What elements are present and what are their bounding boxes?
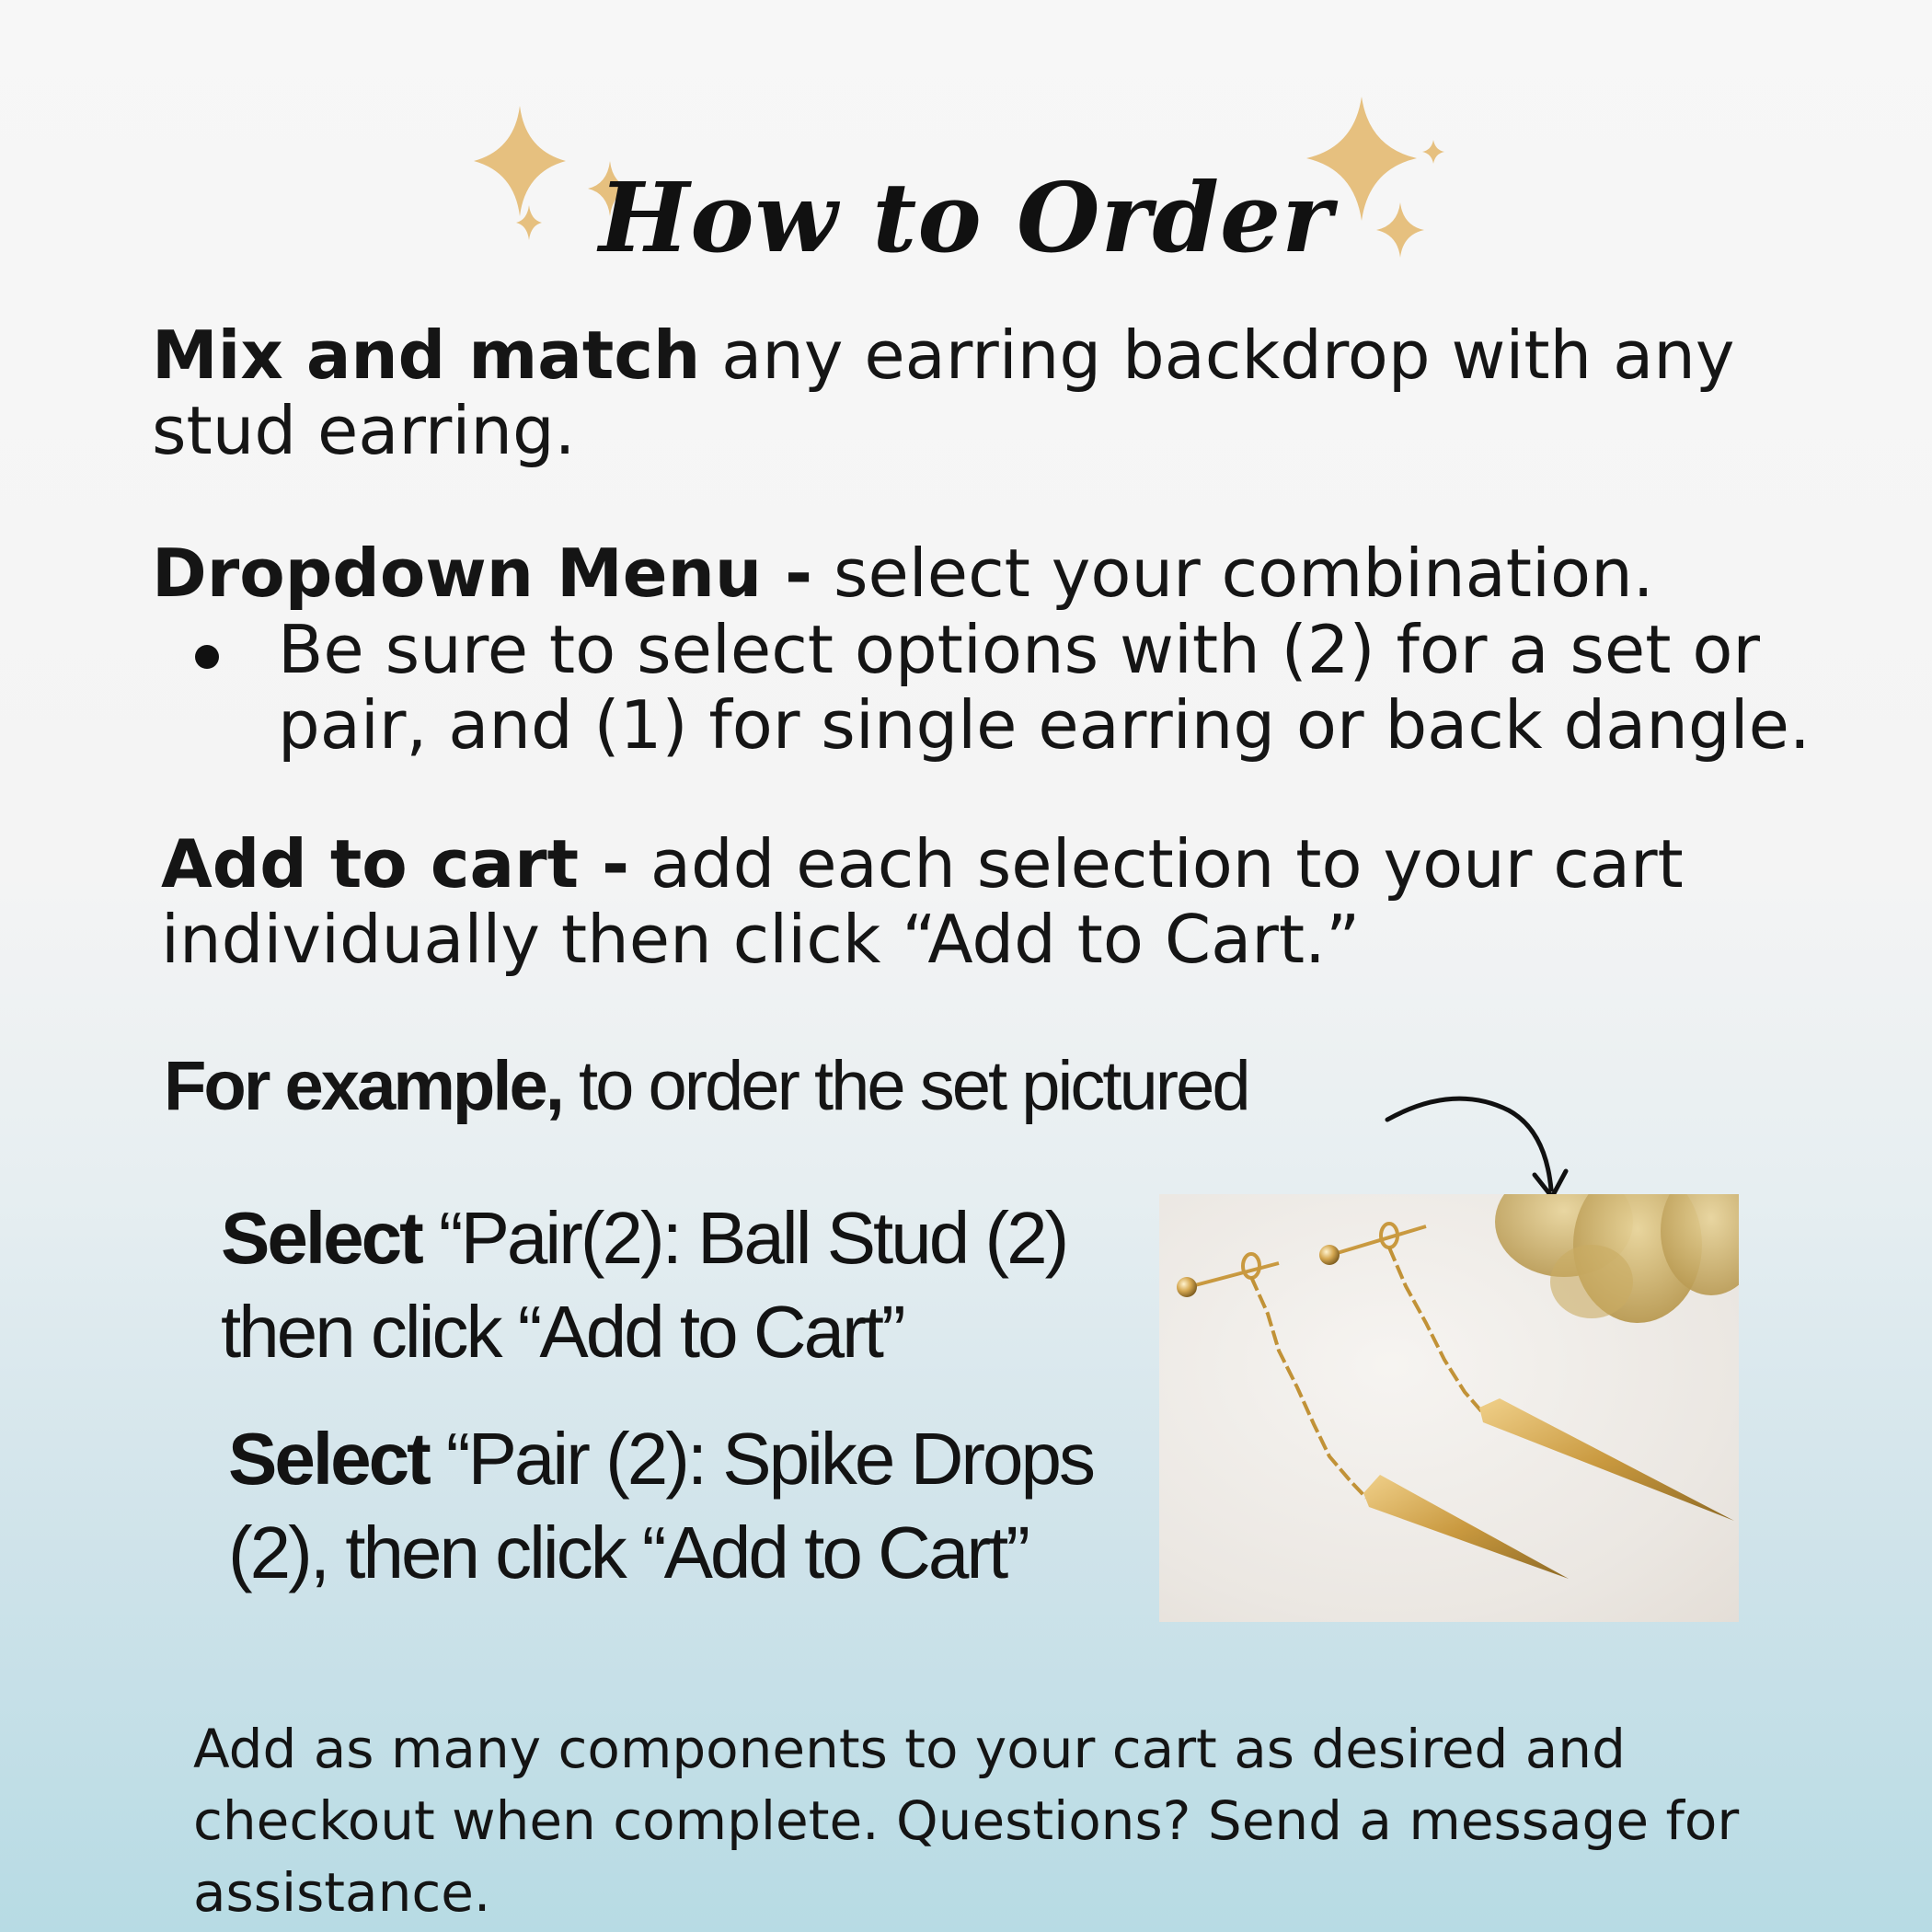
bullet-icon: [195, 645, 219, 669]
add-to-cart-paragraph: [161, 826, 1835, 977]
step-ball-stud: [221, 1191, 1141, 1379]
step-spike-drops-text: “Pair (2): Spike Drops (2), then click “Add to Cart”: [228, 1418, 1094, 1593]
earring-set-photo: [1159, 1194, 1739, 1622]
example-paragraph: [164, 1049, 1360, 1124]
example-text: to order the set pictured: [561, 1047, 1248, 1125]
add-to-cart-heading: Add to cart -: [161, 825, 629, 903]
mix-and-match-paragraph: [152, 317, 1845, 468]
dropdown-menu-paragraph: [152, 535, 1845, 611]
footer-note: Add as many components to your cart as desired and checkout when complete. Questions? Send a message for assistance.: [193, 1718, 1740, 1924]
step-spike-drops: [228, 1412, 1148, 1600]
example-heading: For example,: [164, 1047, 562, 1125]
add-to-cart-text: add each selection to your cart individually then click “Add to Cart.”: [161, 825, 1684, 978]
step-spike-drops-select: Select: [228, 1418, 429, 1500]
dropdown-bullet-text: Be sure to select options with (2) for a set or pair, and (1) for single earring or back dangle.: [278, 611, 1811, 764]
mix-and-match-text: any earring backdrop with any stud earring.: [152, 316, 1735, 469]
dropdown-menu-heading: Dropdown Menu -: [152, 535, 813, 612]
step-ball-stud-text: “Pair(2): Ball Stud (2) then click “Add to Cart”: [221, 1197, 1067, 1373]
mix-and-match-heading: Mix and match: [152, 316, 701, 394]
curved-arrow-icon: [1371, 1090, 1573, 1210]
step-ball-stud-select: Select: [221, 1197, 421, 1279]
page-title: How to Order: [598, 160, 1334, 274]
sparkle-cluster-right-icon: [1297, 92, 1463, 267]
dropdown-menu-text: select your combination.: [812, 535, 1654, 612]
